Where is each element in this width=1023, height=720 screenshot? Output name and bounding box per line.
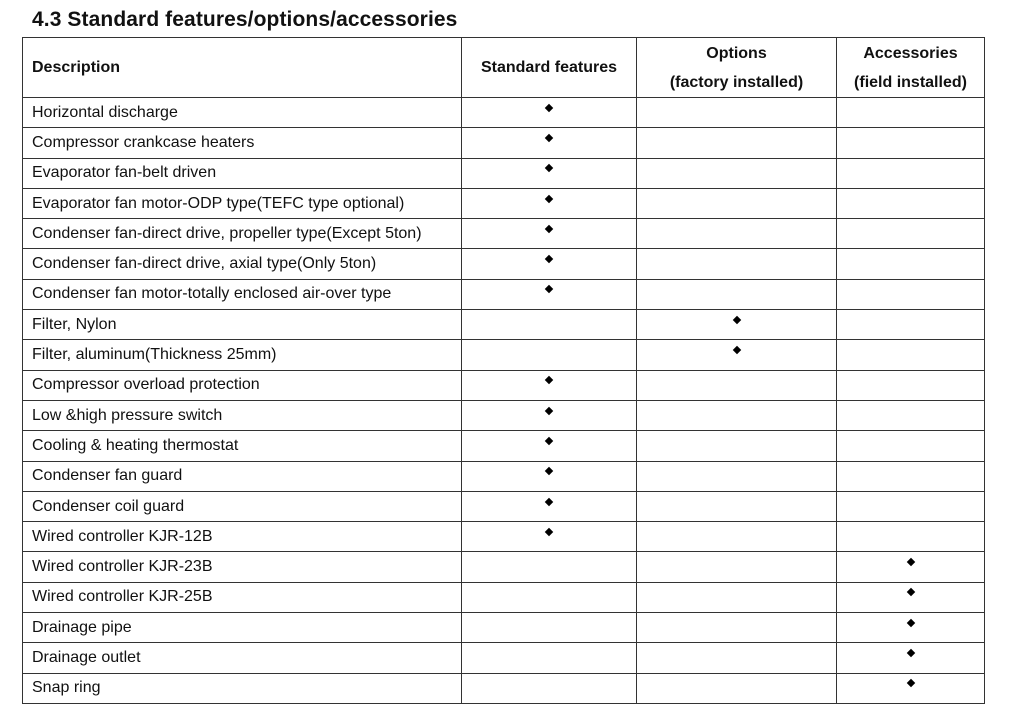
feature-description: Cooling & heating thermostat xyxy=(23,431,462,461)
table-row xyxy=(23,613,985,643)
feature-description: Condenser fan motor-totally enclosed air-over type xyxy=(23,279,462,309)
standard-cell xyxy=(462,98,637,128)
table-row xyxy=(23,582,985,612)
feature-description: Condenser fan guard xyxy=(23,461,462,491)
standard-cell xyxy=(462,249,637,279)
standard-cell xyxy=(462,613,637,643)
table-row xyxy=(23,219,985,249)
standard-cell xyxy=(462,582,637,612)
options-cell xyxy=(637,552,837,582)
standard-cell xyxy=(462,219,637,249)
table-row xyxy=(23,128,985,158)
feature-description: Snap ring xyxy=(23,673,462,703)
column-header-standard: Standard features xyxy=(462,38,637,98)
feature-description: Condenser fan-direct drive, axial type(Only 5ton) xyxy=(23,249,462,279)
accessories-cell xyxy=(837,491,985,521)
options-cell xyxy=(637,522,837,552)
accessories-header-line2: (field installed) xyxy=(854,73,967,91)
column-header-description: Description xyxy=(23,38,462,98)
standard-cell xyxy=(462,400,637,430)
diamond-bullet-icon xyxy=(906,618,914,626)
feature-description: Evaporator fan-belt driven xyxy=(23,158,462,188)
options-cell xyxy=(637,673,837,703)
table-body xyxy=(23,98,985,704)
table-row xyxy=(23,522,985,552)
diamond-bullet-icon xyxy=(545,437,553,445)
feature-description: Wired controller KJR-23B xyxy=(23,552,462,582)
feature-description: Drainage outlet xyxy=(23,643,462,673)
section-heading: 4.3 Standard features/options/accessories xyxy=(32,8,458,31)
options-cell xyxy=(637,340,837,370)
diamond-bullet-icon xyxy=(545,255,553,263)
options-cell xyxy=(637,400,837,430)
accessories-cell xyxy=(837,613,985,643)
diamond-bullet-icon xyxy=(906,558,914,566)
diamond-bullet-icon xyxy=(545,376,553,384)
accessories-cell xyxy=(837,98,985,128)
options-header-line2: (factory installed) xyxy=(669,73,804,91)
feature-description: Condenser coil guard xyxy=(23,491,462,521)
options-cell xyxy=(637,491,837,521)
diamond-bullet-icon xyxy=(906,649,914,657)
options-cell xyxy=(637,158,837,188)
column-header-accessories xyxy=(837,38,985,98)
table-row xyxy=(23,340,985,370)
accessories-cell xyxy=(837,340,985,370)
standard-cell xyxy=(462,552,637,582)
accessories-cell xyxy=(837,249,985,279)
diamond-bullet-icon xyxy=(545,528,553,536)
table-row xyxy=(23,461,985,491)
feature-description: Filter, Nylon xyxy=(23,310,462,340)
accessories-cell xyxy=(837,552,985,582)
accessories-cell xyxy=(837,158,985,188)
standard-cell xyxy=(462,340,637,370)
feature-description: Evaporator fan motor-ODP type(TEFC type optional) xyxy=(23,188,462,218)
feature-description: Compressor overload protection xyxy=(23,370,462,400)
column-header-options xyxy=(637,38,837,98)
table-row xyxy=(23,310,985,340)
features-table xyxy=(22,37,985,704)
options-cell xyxy=(637,128,837,158)
options-cell xyxy=(637,98,837,128)
header-row xyxy=(23,38,985,98)
accessories-cell xyxy=(837,400,985,430)
diamond-bullet-icon xyxy=(545,225,553,233)
table-row xyxy=(23,491,985,521)
feature-description: Low &high pressure switch xyxy=(23,400,462,430)
table-row xyxy=(23,673,985,703)
table-row xyxy=(23,98,985,128)
accessories-cell xyxy=(837,128,985,158)
table-row xyxy=(23,370,985,400)
feature-description: Wired controller KJR-12B xyxy=(23,522,462,552)
diamond-bullet-icon xyxy=(545,497,553,505)
feature-description: Wired controller KJR-25B xyxy=(23,582,462,612)
table-row xyxy=(23,249,985,279)
accessories-cell xyxy=(837,643,985,673)
feature-description: Filter, aluminum(Thickness 25mm) xyxy=(23,340,462,370)
options-cell xyxy=(637,431,837,461)
options-cell xyxy=(637,582,837,612)
accessories-cell xyxy=(837,279,985,309)
diamond-bullet-icon xyxy=(545,164,553,172)
accessories-cell xyxy=(837,522,985,552)
accessories-cell xyxy=(837,461,985,491)
options-cell xyxy=(637,613,837,643)
table-row xyxy=(23,279,985,309)
diamond-bullet-icon xyxy=(545,103,553,111)
standard-cell xyxy=(462,643,637,673)
options-cell xyxy=(637,219,837,249)
accessories-cell xyxy=(837,582,985,612)
options-header-line1: Options xyxy=(706,44,767,62)
standard-cell xyxy=(462,310,637,340)
table-row xyxy=(23,431,985,461)
standard-cell xyxy=(462,673,637,703)
table-row xyxy=(23,400,985,430)
standard-cell xyxy=(462,431,637,461)
accessories-cell xyxy=(837,673,985,703)
feature-description: Drainage pipe xyxy=(23,613,462,643)
options-cell xyxy=(637,643,837,673)
diamond-bullet-icon xyxy=(545,134,553,142)
accessories-header-line1: Accessories xyxy=(863,44,958,62)
table-row xyxy=(23,552,985,582)
diamond-bullet-icon xyxy=(732,315,740,323)
accessories-cell xyxy=(837,188,985,218)
diamond-bullet-icon xyxy=(545,285,553,293)
standard-cell xyxy=(462,461,637,491)
options-cell xyxy=(637,370,837,400)
standard-cell xyxy=(462,188,637,218)
standard-cell xyxy=(462,128,637,158)
table-row xyxy=(23,158,985,188)
diamond-bullet-icon xyxy=(545,194,553,202)
options-cell xyxy=(637,310,837,340)
accessories-cell xyxy=(837,431,985,461)
diamond-bullet-icon xyxy=(906,588,914,596)
accessories-cell xyxy=(837,219,985,249)
table-row xyxy=(23,188,985,218)
standard-cell xyxy=(462,522,637,552)
diamond-bullet-icon xyxy=(545,406,553,414)
feature-description: Compressor crankcase heaters xyxy=(23,128,462,158)
standard-cell xyxy=(462,491,637,521)
standard-cell xyxy=(462,370,637,400)
standard-cell xyxy=(462,158,637,188)
diamond-bullet-icon xyxy=(732,346,740,354)
options-cell xyxy=(637,279,837,309)
options-cell xyxy=(637,461,837,491)
options-cell xyxy=(637,249,837,279)
diamond-bullet-icon xyxy=(906,679,914,687)
options-cell xyxy=(637,188,837,218)
feature-description: Horizontal discharge xyxy=(23,98,462,128)
feature-description: Condenser fan-direct drive, propeller type(Except 5ton) xyxy=(23,219,462,249)
accessories-cell xyxy=(837,370,985,400)
accessories-cell xyxy=(837,310,985,340)
diamond-bullet-icon xyxy=(545,467,553,475)
table-row xyxy=(23,643,985,673)
standard-cell xyxy=(462,279,637,309)
